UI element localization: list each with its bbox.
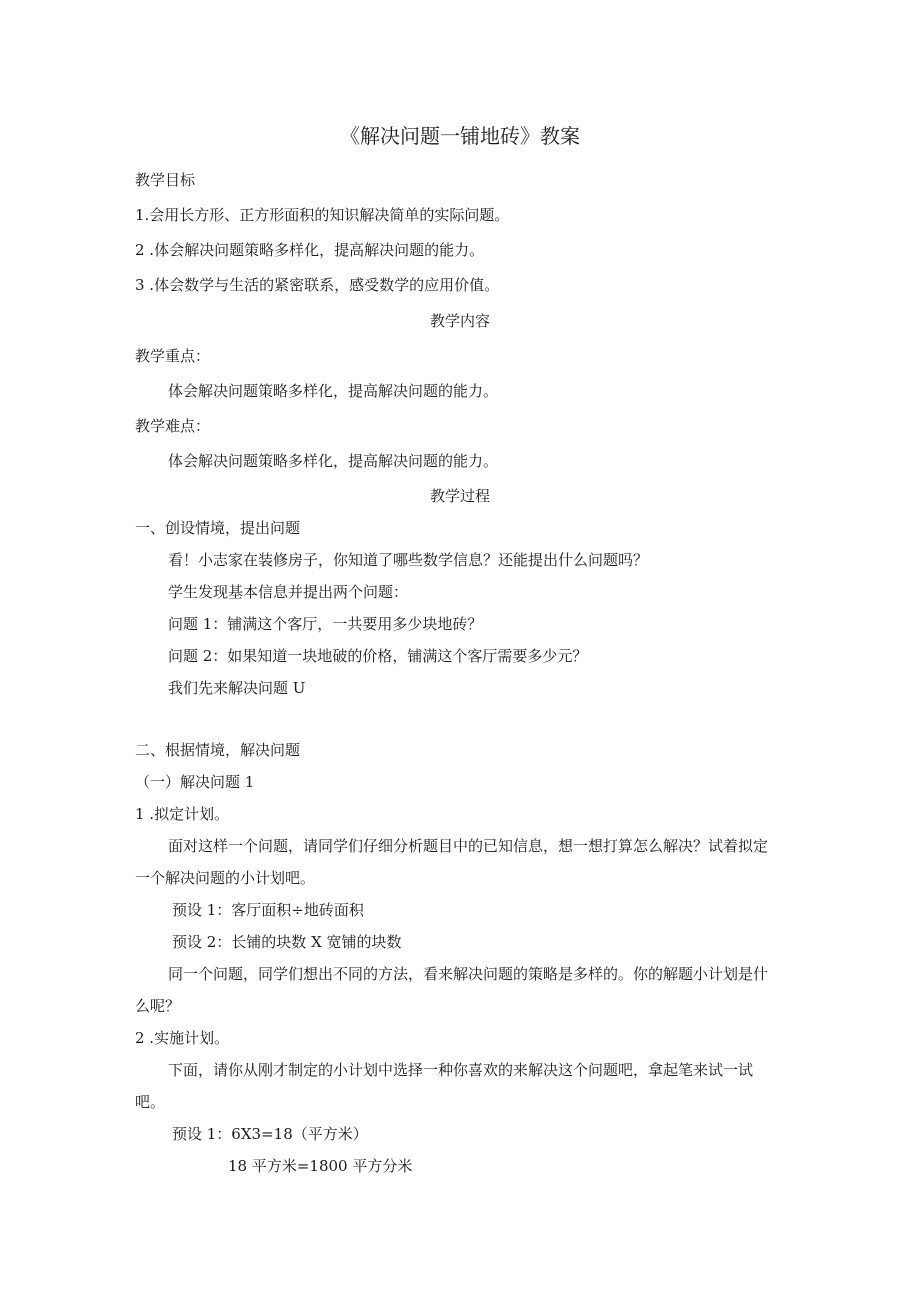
- key-point-text: 体会解决问题策略多样化，提高解决问题的能力。: [168, 382, 499, 400]
- process-heading: 教学过程: [429, 487, 490, 505]
- paragraph-line: 面对这样一个问题，请同学们仔细分析题目中的已知信息，想一想打算怎么解决？试着拟定: [168, 837, 769, 855]
- paragraph-line: 同一个问题，同学们想出不同的方法，看来解决问题的策略是多样的。你的解题小计划是什: [168, 965, 769, 983]
- section2-heading: 二、根据情境，解决问题: [135, 741, 301, 759]
- objective-item: 1.会用长方形、正方形面积的知识解决简单的实际问题。: [135, 206, 510, 224]
- section1-line: 我们先来解决问题 U: [168, 679, 306, 697]
- objectives-heading: 教学目标: [135, 171, 196, 189]
- paragraph-line: 一个解决问题的小计划吧。: [135, 869, 316, 887]
- calculation-line: 预设 1：6X3=18（平方米）: [172, 1125, 368, 1143]
- document-title: 《解决问题一铺地砖》教案: [340, 124, 580, 148]
- paragraph-line: 么呢？: [135, 997, 181, 1015]
- step-heading: 1 .拟定计划。: [135, 805, 230, 823]
- paragraph-line: 下面，请你从刚才制定的小计划中选择一种你喜欢的来解决这个问题吧，拿起笔来试一试: [168, 1061, 754, 1079]
- section1-line: 看！小志家在装修房子，你知道了哪些数学信息？还能提出什么问题吗？: [168, 551, 649, 569]
- objective-item: 3 .体会数学与生活的紧密联系，感受数学的应用价值。: [135, 276, 500, 294]
- section1-line: 学生发现基本信息并提出两个问题：: [168, 583, 409, 601]
- content-heading: 教学内容: [429, 312, 490, 330]
- difficulty-label: 教学难点：: [135, 417, 211, 435]
- preset-line: 预设 1：客厅面积÷地砖面积: [172, 901, 364, 919]
- objective-item: 2 .体会解决问题策略多样化，提高解决问题的能力。: [135, 241, 485, 259]
- step-heading: 2 .实施计划。: [135, 1029, 230, 1047]
- subsection-heading: （一）解决问题 1: [135, 773, 255, 791]
- calculation-line: 18 平方米=1800 平方分米: [228, 1157, 413, 1175]
- difficulty-text: 体会解决问题策略多样化，提高解决问题的能力。: [168, 452, 499, 470]
- paragraph-line: 吧。: [135, 1093, 166, 1111]
- preset-line: 预设 2：长铺的块数 X 宽铺的块数: [172, 933, 402, 951]
- section1-heading: 一、创设情境，提出问题: [135, 519, 301, 537]
- key-point-label: 教学重点：: [135, 347, 211, 365]
- section1-line: 问题 1：铺满这个客厅，一共要用多少块地砖？: [168, 615, 483, 633]
- section1-line: 问题 2：如果知道一块地破的价格，铺满这个客厅需要多少元？: [168, 647, 588, 665]
